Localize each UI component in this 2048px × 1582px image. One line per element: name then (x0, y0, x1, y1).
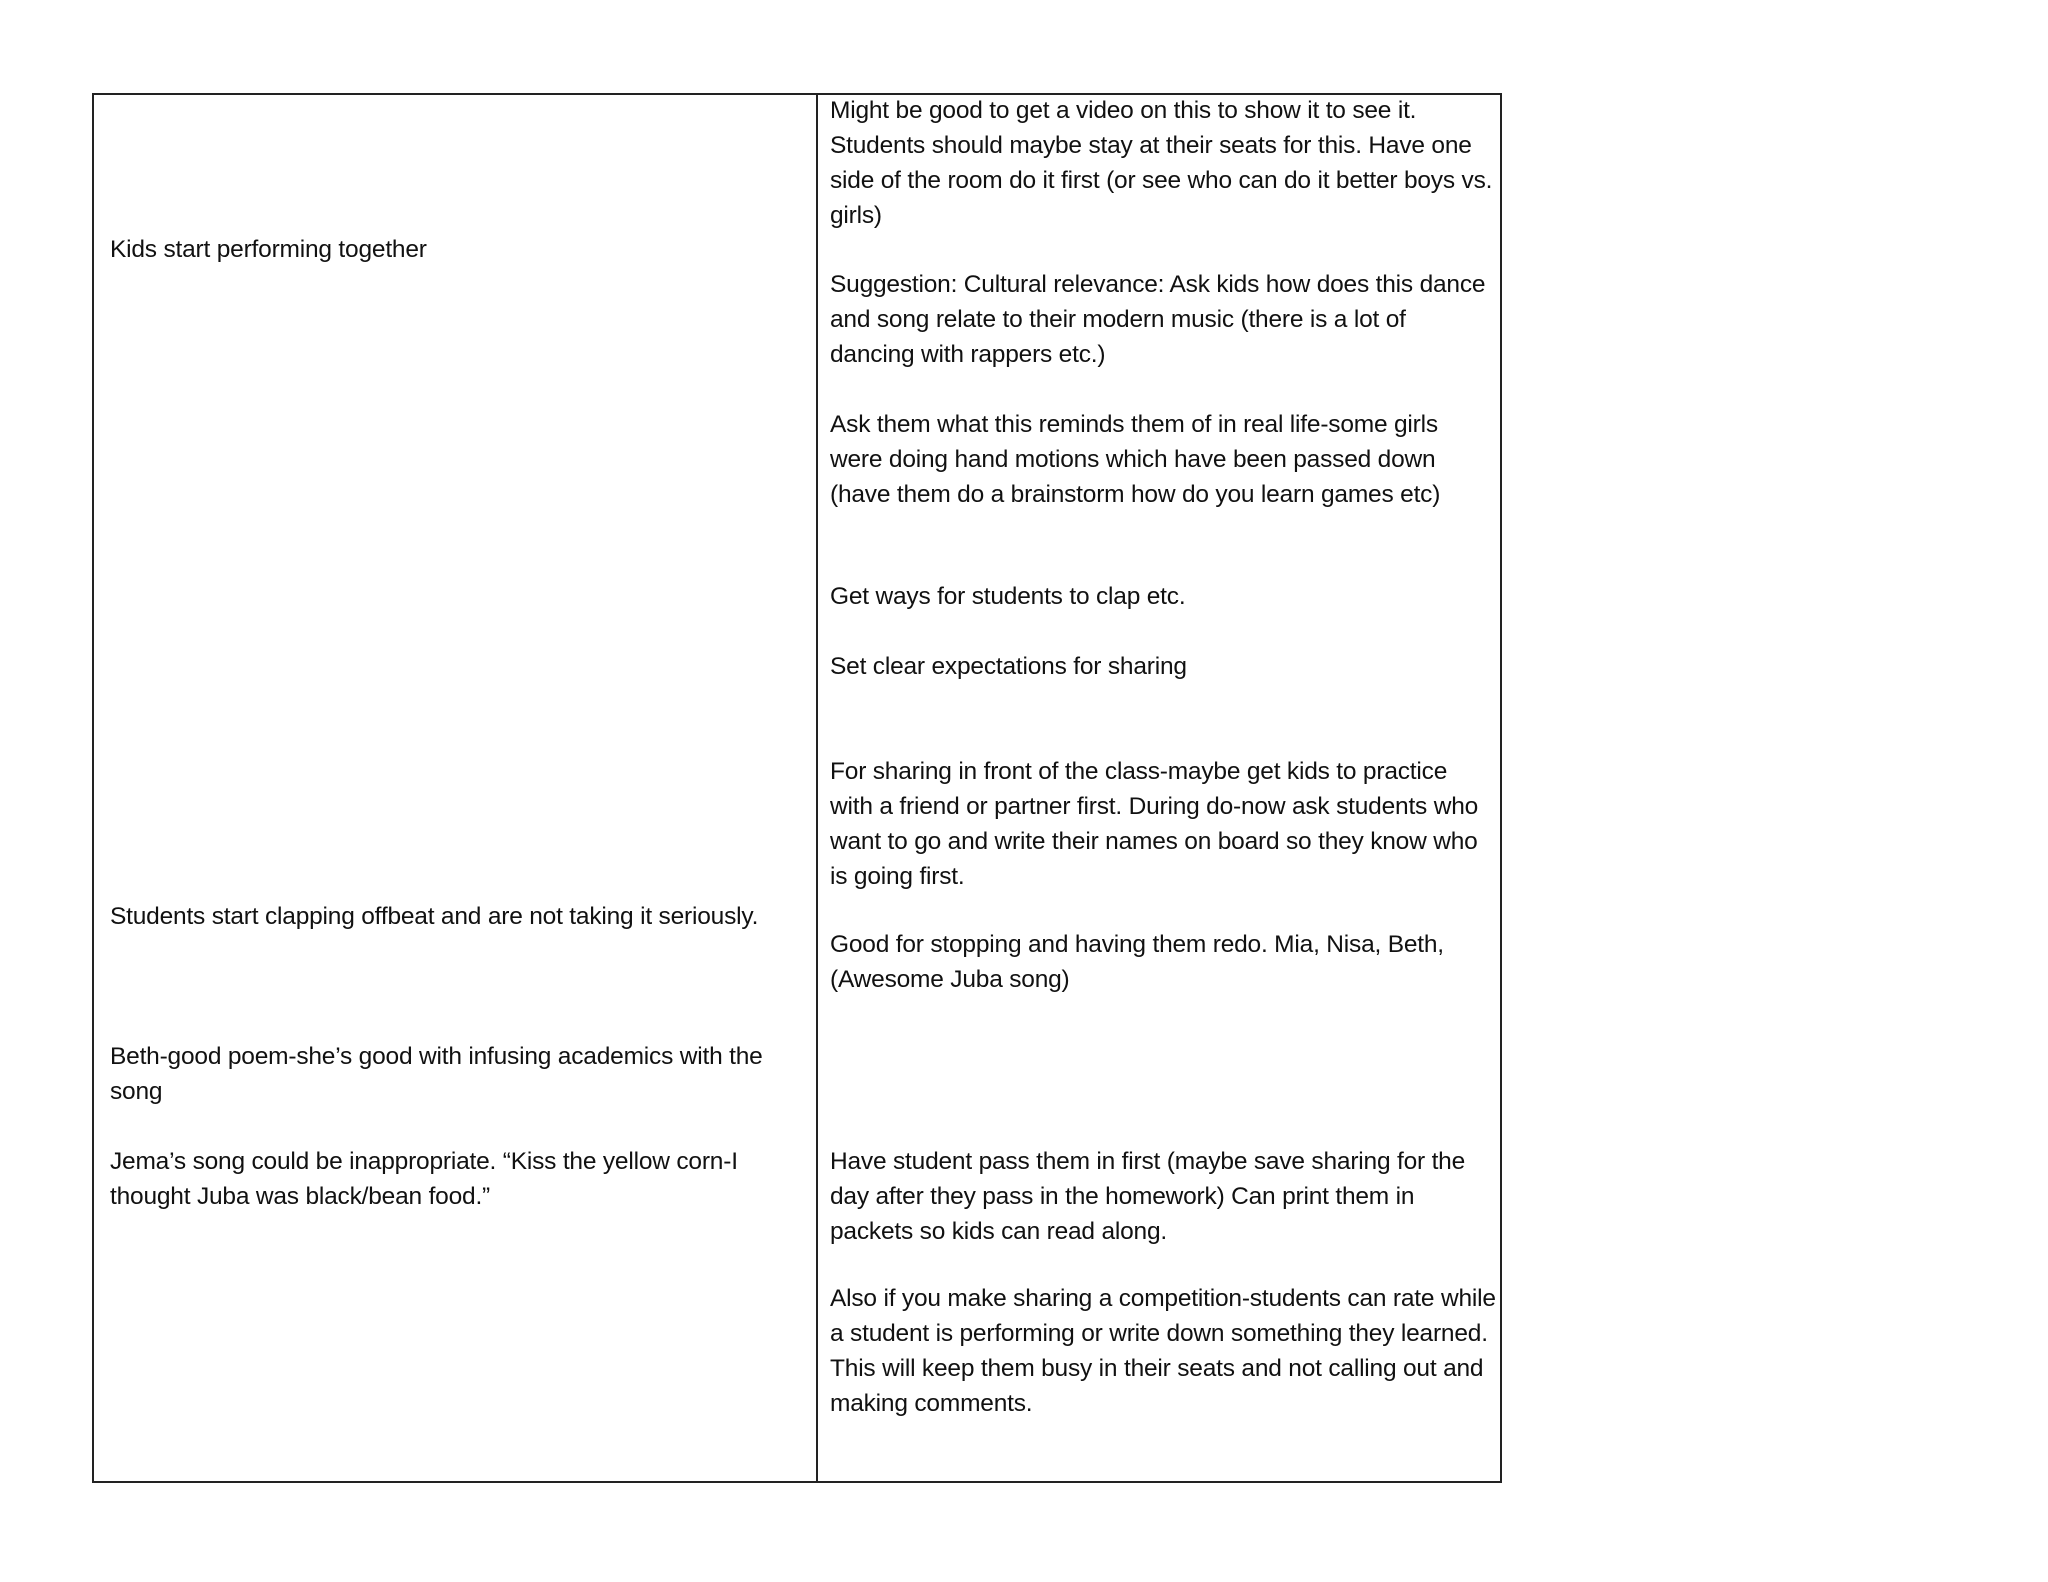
suggestion-stopping-redo: Good for stopping and having them redo. Mia, Nisa, Beth, (Awesome Juba song) (830, 931, 1444, 993)
observation-kids-performing: Kids start performing together (110, 236, 427, 263)
suggestion-video: Might be good to get a video on this to show it to see it. Students should maybe stay at their seats for this. Have one side of the room do it first (or see who can do it better boys vs. girls) (830, 97, 1493, 229)
suggestion-expectations: Set clear expectations for sharing (830, 653, 1187, 680)
suggestion-real-life: Ask them what this reminds them of in real life-some girls were doing hand motions which have been passed down (have them do a brainstorm how do you learn games etc) (830, 411, 1441, 508)
observation-jema-song: Jema’s song could be inappropriate. “Kiss the yellow corn-I thought Juba was black/bean food.” (110, 1148, 738, 1210)
suggestion-clap-ways: Get ways for students to clap etc. (830, 583, 1186, 610)
suggestion-sharing-practice: For sharing in front of the class-maybe get kids to practice with a friend or partner first. During do-now ask students who want to go and write their names on board so they know who is going first. (830, 758, 1479, 890)
suggestion-competition: Also if you make sharing a competition-students can rate while a student is performing or write down something they learned. This will keep them busy in their seats and not calling out and making comments. (830, 1285, 1496, 1417)
observation-clapping-offbeat: Students start clapping offbeat and are not taking it seriously. (110, 903, 759, 930)
notes-table (92, 93, 1502, 1483)
suggestion-cultural-relevance: Suggestion: Cultural relevance: Ask kids how does this dance and song relate to their modern music (there is a lot of dancing with rappers etc.) (830, 271, 1486, 368)
suggestion-pass-in-first: Have student pass them in first (maybe save sharing for the day after they pass in the homework) Can print them in packets so kids can read along. (830, 1148, 1466, 1245)
column-divider (816, 95, 818, 1481)
observation-beth-poem: Beth-good poem-she’s good with infusing academics with the song (110, 1043, 763, 1105)
